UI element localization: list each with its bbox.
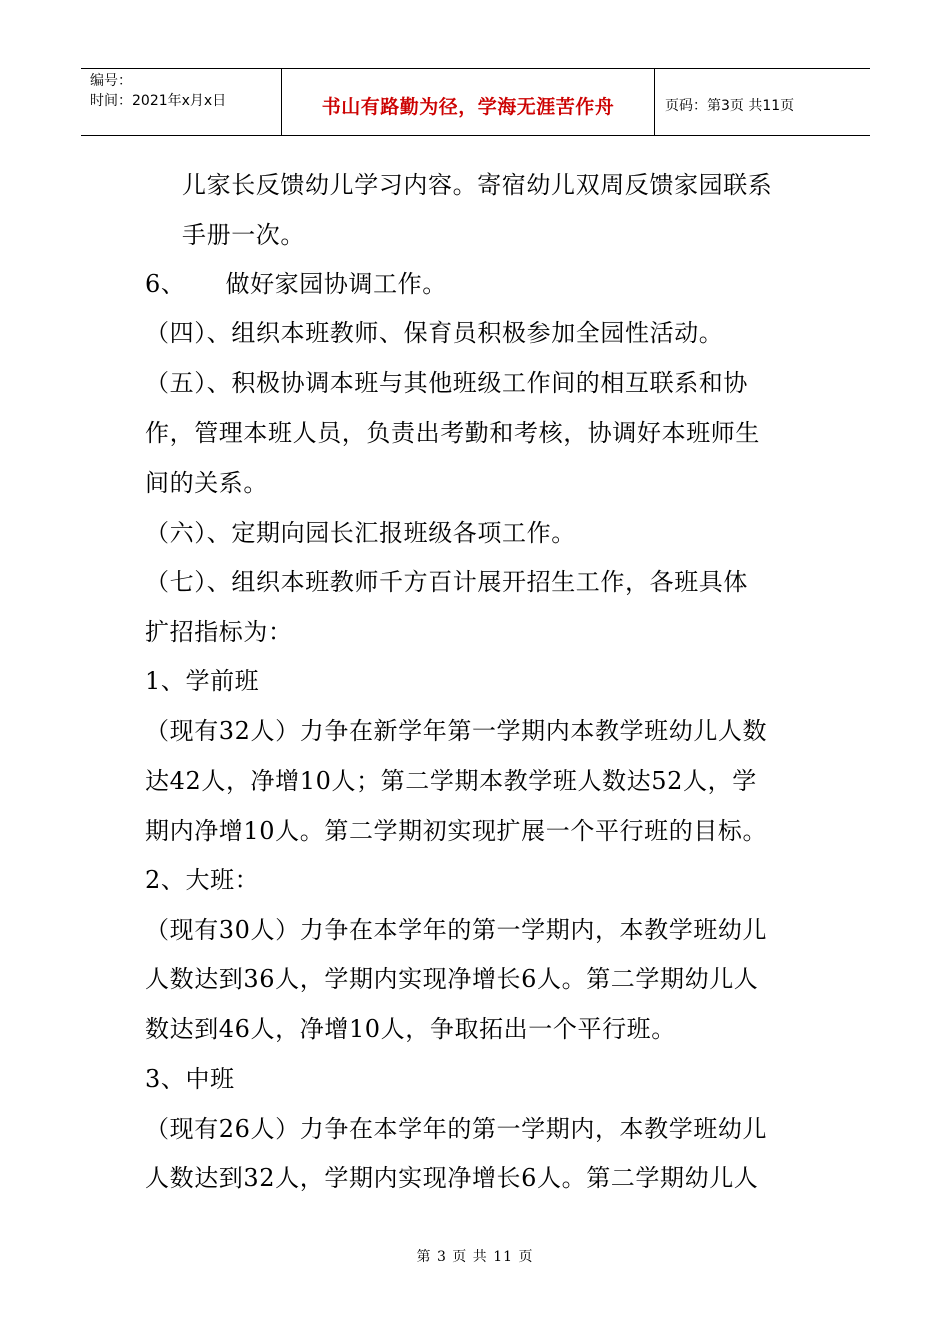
body-line: （现有30人）力争在本学年的第一学期内，本教学班幼儿 — [145, 916, 768, 944]
body-line: （五）、积极协调本班与其他班级工作间的相互联系和协 — [145, 369, 748, 397]
header-motto: 书山有路勤为径，学海无涯苦作舟 — [321, 95, 615, 118]
body-line: 间的关系。 — [145, 469, 268, 497]
header-page-info: 页码：第3页 共11页 — [665, 98, 795, 114]
body-line: 人数达到36人，学期内实现净增长6人。第二学期幼儿人 — [145, 965, 759, 993]
header-motto-cell — [282, 69, 655, 135]
item-text: 做好家园协调工作。 — [225, 270, 447, 298]
body-line: 期内净增10人。第二学期初实现扩展一个平行班的目标。 — [145, 817, 768, 845]
body-line: （现有32人）力争在新学年第一学期内本教学班幼儿人数 — [145, 717, 768, 745]
item-number: 6、 — [145, 270, 186, 298]
body-line: 达42人，净增10人；第二学期本教学班人数达52人，学 — [145, 767, 757, 795]
body-line: 手册一次。 — [182, 221, 305, 249]
page-footer: 第 3 页 共 11 页 — [416, 1249, 534, 1265]
body-line: 2、大班： — [145, 866, 260, 894]
document-header — [81, 68, 870, 136]
body-line: 1、学前班 — [145, 667, 260, 695]
body-line: （七）、组织本班教师千方百计展开招生工作，各班具体 — [145, 568, 748, 596]
body-line-item-6 — [145, 269, 447, 299]
body-line: （六）、定期向园长汇报班级各项工作。 — [145, 519, 576, 547]
body-line: 人数达到32人，学期内实现净增长6人。第二学期幼儿人 — [145, 1164, 759, 1192]
serial-number-label: 编号： — [90, 73, 132, 89]
body-line: 扩招指标为： — [145, 618, 293, 646]
header-page-info-cell — [655, 69, 870, 135]
header-meta — [81, 69, 282, 135]
body-line: 作，管理本班人员，负责出考勤和考核，协调好本班师生 — [145, 419, 760, 447]
body-line: （现有26人）力争在本学年的第一学期内，本教学班幼儿 — [145, 1115, 768, 1143]
body-line: 3、中班 — [145, 1065, 235, 1093]
body-line: 儿家长反馈幼儿学习内容。寄宿幼儿双周反馈家园联系 — [182, 171, 773, 199]
date-label: 时间：2021年x月x日 — [90, 93, 227, 109]
body-line: （四）、组织本班教师、保育员积极参加全园性活动。 — [145, 319, 724, 347]
body-line: 数达到46人，净增10人，争取拓出一个平行班。 — [145, 1015, 676, 1043]
